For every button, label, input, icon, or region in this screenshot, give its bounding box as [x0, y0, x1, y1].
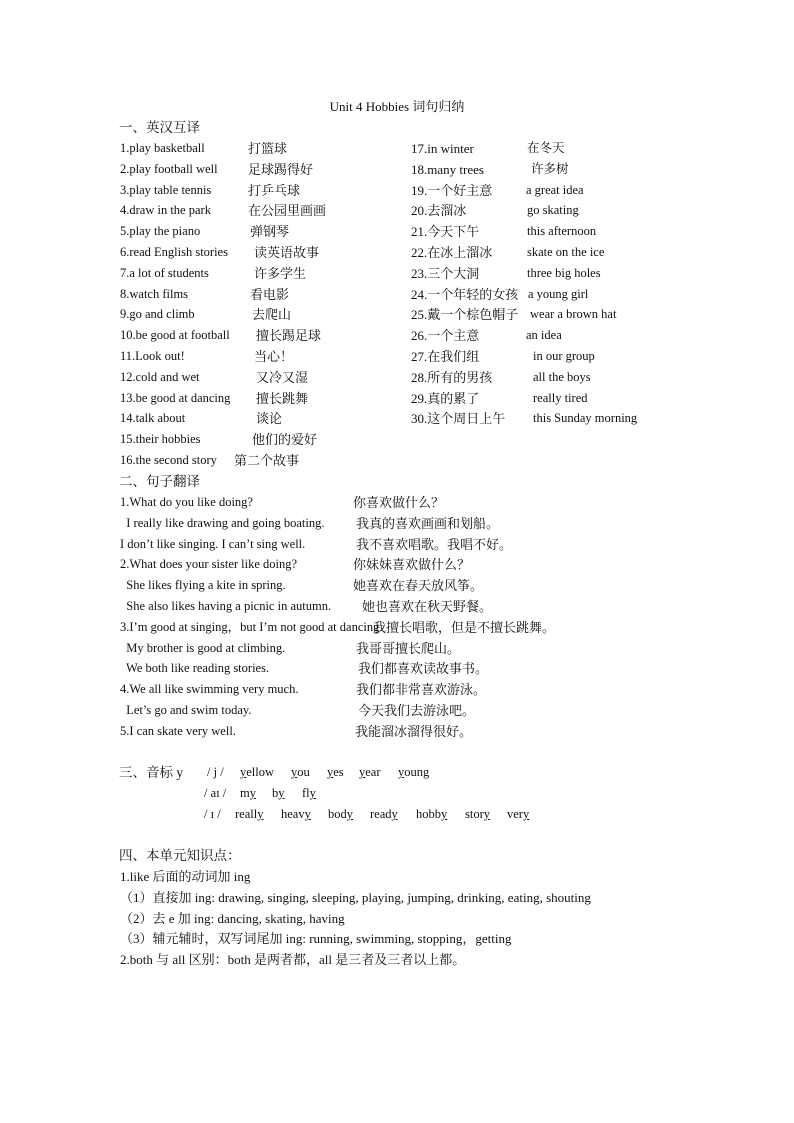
phonetic-symbol: / ɪ / [204, 807, 221, 821]
vocab-item-left: 30.这个周日上午 [411, 411, 506, 427]
phonetic-example-word [240, 766, 274, 779]
word-part: fl [302, 786, 310, 800]
vocab-item-right: 在冬天 [527, 141, 565, 155]
sentence-zh: 我们都非常喜欢游泳。 [356, 682, 487, 698]
phonetic-example-word [281, 808, 311, 821]
sentence-zh: 我哥哥擅长爬山。 [356, 640, 461, 656]
word-part: y [522, 807, 530, 821]
section-heading-phonetics: 三、音标 y [119, 765, 184, 780]
phonetic-example-word [507, 808, 529, 821]
word-part: hobb [416, 807, 441, 821]
sentence-zh: 你妹妹喜欢做什么？ [353, 557, 471, 573]
vocab-item-en: 6.read English stories [120, 245, 228, 259]
vocab-item-en: 16.the second story [120, 453, 217, 467]
vocab-item-zh: 在公园里画画 [248, 203, 327, 219]
vocab-item-zh: 打篮球 [248, 141, 288, 156]
phonetic-example-word [302, 787, 316, 800]
vocab-item-en: 2.play football well [120, 161, 218, 176]
sentence-zh: 我真的喜欢画画和划船。 [356, 515, 500, 531]
sentence-zh: 今天我们去游泳吧。 [358, 703, 476, 718]
vocab-item-right: skate on the ice [527, 245, 605, 259]
word-part: y [240, 765, 247, 779]
word-part: y [359, 765, 366, 779]
vocab-item-left: 21.今天下午 [411, 224, 480, 240]
vocab-item-en: 3.play table tennis [120, 182, 212, 197]
word-part: y [441, 807, 448, 821]
vocab-item-zh: 读英语故事 [254, 245, 320, 260]
vocab-item-right: really tired [533, 390, 588, 405]
vocab-item-right: an idea [526, 328, 562, 343]
vocab-item-left: 29.真的累了 [411, 390, 480, 406]
sentence-en: My brother is good at climbing. [120, 640, 286, 655]
vocab-item-zh: 当心！ [254, 349, 294, 364]
vocab-item-zh: 弹钢琴 [250, 224, 290, 240]
vocab-item-en: 12.cold and wet [120, 369, 200, 384]
sentence-en: 5.I can skate very well. [120, 723, 236, 738]
vocab-item-left: 17.in winter [411, 141, 474, 156]
word-part: m [240, 786, 250, 800]
word-part: ver [507, 807, 523, 821]
knowledge-item: 2.both 与 all 区别：both 是两者都，all 是三者及三者以上都。 [120, 952, 466, 968]
vocab-item-left: 20.去溜冰 [411, 203, 467, 219]
vocab-item-zh: 足球踢得好 [248, 161, 314, 177]
vocab-item-zh: 又冷又湿 [256, 369, 309, 385]
vocab-item-zh: 许多学生 [254, 265, 307, 281]
sentence-zh: 你喜欢做什么？ [353, 495, 445, 510]
vocab-item-left: 23.三个大洞 [411, 265, 480, 281]
vocab-item-right: wear a brown hat [530, 307, 617, 322]
sentence-en: I really like drawing and going boating. [120, 515, 325, 530]
phonetic-example-word [416, 808, 447, 821]
vocab-item-en: 7.a lot of students [120, 265, 209, 280]
vocab-item-right: this afternoon [527, 224, 597, 239]
word-part: ou [297, 765, 310, 779]
vocab-item-en: 5.play the piano [120, 224, 201, 239]
vocab-item-left: 24.一个年轻的女孩 [411, 286, 519, 302]
phonetic-example-word [272, 787, 285, 800]
word-part: y [278, 786, 285, 800]
word-part: b [272, 786, 279, 800]
phonetic-example-word [327, 766, 344, 779]
vocab-item-zh: 第二个故事 [234, 453, 300, 468]
vocab-item-en: 11.Look out! [120, 349, 185, 363]
sentence-zh: 我擅长唱歌，但是不擅长跳舞。 [373, 619, 556, 635]
vocab-item-en: 4.draw in the park [120, 203, 211, 218]
sentence-zh: 我们都喜欢读故事书。 [358, 661, 489, 677]
knowledge-item: （3）辅元辅时，双写词尾加 ing: running, swimming, stopping，getting [120, 931, 512, 947]
phonetic-example-word [465, 808, 490, 821]
word-part: bod [328, 807, 347, 821]
phonetic-example-word [359, 766, 381, 779]
word-part: es [333, 765, 344, 779]
sentence-zh: 她喜欢在春天放风筝。 [353, 578, 484, 594]
word-part: y [346, 807, 353, 821]
word-part: ear [365, 765, 381, 779]
knowledge-item: 1.like 后面的动词加 ing [120, 869, 251, 884]
word-part: y [327, 765, 334, 779]
vocab-item-right: a great idea [526, 182, 584, 197]
sentence-en: She also likes having a picnic in autumn. [120, 599, 332, 613]
vocab-item-left: 26.一个主意 [411, 328, 480, 344]
word-part: oung [404, 765, 430, 779]
vocab-item-en: 15.their hobbies [120, 432, 201, 447]
word-part: read [370, 807, 392, 821]
sentence-en: She likes flying a kite in spring. [120, 578, 286, 593]
phonetic-example-word [291, 766, 310, 779]
section-heading-knowledge: 四、本单元知识点： [119, 848, 241, 863]
vocab-item-zh: 看电影 [250, 286, 290, 302]
vocab-item-en: 14.talk about [120, 411, 186, 426]
phonetic-example-word [398, 766, 429, 779]
vocab-item-left: 19.一个好主意 [411, 182, 493, 198]
word-part: heav [281, 807, 305, 821]
phonetic-example-word [235, 808, 263, 821]
vocab-item-left: 27.在我们组 [411, 349, 480, 364]
sentence-en: 4.We all like swimming very much. [120, 682, 299, 697]
word-part: y [309, 786, 316, 800]
vocab-item-zh: 打乒乓球 [248, 182, 301, 198]
sentence-en: I don’t like singing. I can’t sing well. [120, 536, 306, 551]
sentence-zh: 我能溜冰溜得很好。 [355, 723, 473, 739]
vocab-item-left: 28.所有的男孩 [411, 369, 493, 385]
vocab-item-right: 许多树 [531, 161, 569, 176]
word-part: y [391, 807, 398, 821]
vocab-item-right: go skating [527, 203, 579, 218]
vocab-item-en: 10.be good at football [120, 328, 230, 343]
section-heading-translation: 一、英汉互译 [119, 120, 200, 135]
sentence-en: Let’s go and swim today. [120, 703, 252, 717]
sentence-en: 3.I’m good at singing，but I’m not good at dancing. [120, 619, 383, 634]
section-heading-sentences: 二、句子翻译 [119, 474, 200, 489]
vocab-item-right: a young girl [528, 286, 589, 301]
vocab-item-zh: 擅长踢足球 [256, 328, 322, 344]
vocab-item-zh: 去爬山 [252, 307, 292, 323]
vocab-item-right: in our group [533, 349, 595, 363]
vocab-item-en: 8.watch films [120, 286, 189, 301]
page-title: Unit 4 Hobbies 词句归纳 [329, 99, 465, 114]
word-part: y [483, 807, 490, 821]
vocab-item-right: all the boys [533, 369, 591, 384]
word-part: stor [465, 807, 484, 821]
knowledge-item: （2）去 e 加 ing: dancing, skating, having [120, 910, 345, 926]
word-part: y [304, 807, 311, 821]
word-part: y [249, 786, 256, 800]
sentence-zh: 她也喜欢在秋天野餐。 [362, 599, 493, 614]
word-part: y [398, 765, 405, 779]
vocab-item-left: 25.戴一个棕色帽子 [411, 307, 519, 323]
phonetic-symbol: / aɪ / [204, 786, 227, 800]
vocab-item-left: 18.many trees [411, 161, 484, 177]
vocab-item-zh: 擅长跳舞 [256, 390, 309, 406]
vocab-item-en: 1.play basketball [120, 141, 205, 155]
vocab-item-left: 22.在冰上溜冰 [411, 245, 493, 260]
sentence-en: 1.What do you like doing? [120, 495, 253, 509]
knowledge-item: （1）直接加 ing: drawing, singing, sleeping, playing, jumping, drinking, eating, shouting [120, 889, 591, 905]
sentence-en: We both like reading stories. [120, 661, 270, 676]
vocab-item-en: 13.be good at dancing [120, 390, 231, 405]
word-part: y [291, 765, 298, 779]
word-part: y [257, 807, 264, 821]
word-part: reall [235, 807, 258, 821]
vocab-item-en: 9.go and climb [120, 307, 195, 322]
sentence-en: 2.What does your sister like doing? [120, 557, 298, 572]
phonetic-example-word [240, 787, 256, 800]
vocab-item-zh: 谈论 [256, 411, 283, 427]
vocab-item-right: three big holes [527, 265, 601, 280]
vocab-item-zh: 他们的爱好 [252, 432, 318, 448]
vocab-item-right: this Sunday morning [533, 411, 638, 426]
phonetic-example-word [370, 808, 398, 821]
phonetic-example-word [328, 808, 353, 821]
phonetic-symbol: / j / [207, 765, 224, 779]
word-part: ellow [246, 765, 275, 779]
sentence-zh: 我不喜欢唱歌。我唱不好。 [356, 536, 513, 552]
